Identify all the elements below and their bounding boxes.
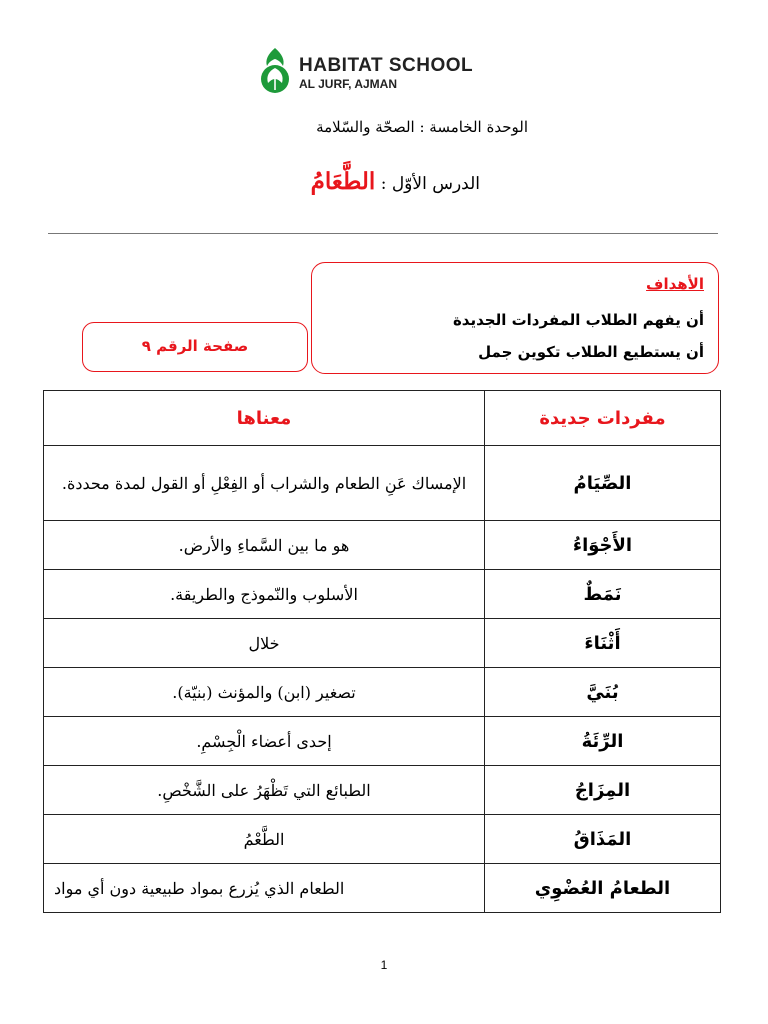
school-name: HABITAT SCHOOL (299, 55, 474, 76)
vocab-meaning: خلال (44, 619, 485, 668)
table-row (44, 521, 721, 570)
table-header-row (44, 391, 721, 446)
vocab-meaning: هو ما بين السَّماءِ والأرض. (44, 521, 485, 570)
vocab-meaning: الأسلوب والنّموذج والطريقة. (44, 570, 485, 619)
divider (48, 233, 718, 234)
vocab-word: بُنَيَّ (485, 668, 721, 717)
objectives-title: الأهداف (646, 275, 704, 293)
vocabulary-table (43, 390, 721, 913)
objective-item: أن يفهم الطلاب المفردات الجديدة (452, 311, 704, 329)
vocab-word: الرِّئَةُ (485, 717, 721, 766)
school-location: AL JURF, AJMAN (299, 77, 398, 91)
table-row (44, 668, 721, 717)
vocab-word: الطعامُ العُضْوِي (485, 864, 721, 913)
vocab-word: نَمَطٌ (485, 570, 721, 619)
unit-title: الوحدة الخامسة : الصحّة والسّلامة (316, 118, 528, 136)
vocab-word: أَثْنَاءَ (485, 619, 721, 668)
page-reference-box (82, 322, 308, 372)
header-meaning: معناها (44, 391, 485, 446)
table-row (44, 864, 721, 913)
vocab-word: المَذَاقُ (485, 815, 721, 864)
table-row (44, 815, 721, 864)
vocab-meaning: الإمساك عَنِ الطعام والشراب أو الفِعْلِ أو القول لمدة محددة. (44, 446, 485, 521)
vocab-word: الصِّيَامُ (485, 446, 721, 521)
objective-item: أن يستطيع الطلاب تكوين جمل (478, 343, 704, 361)
vocab-meaning: الطعام الذي يُزرع بمواد طبيعية دون أي مواد (44, 864, 485, 913)
objectives-box (311, 262, 719, 374)
table-row (44, 717, 721, 766)
lesson-name: الطَّعَامُ (310, 168, 376, 195)
school-logo (255, 46, 515, 96)
leaf-globe-icon (255, 46, 295, 96)
vocab-meaning: الطَّعْمُ (44, 815, 485, 864)
table-row (44, 619, 721, 668)
page-reference-text: صفحة الرقم ٩ (141, 337, 249, 355)
lesson-prefix: الدرس الأوّل : (380, 174, 480, 194)
vocab-word: المِزَاجُ (485, 766, 721, 815)
vocab-meaning: إحدى أعضاء الْجِسْمِ. (44, 717, 485, 766)
vocab-meaning: الطبائع التي تَظْهَرُ على الشَّخْصِ. (44, 766, 485, 815)
table-row (44, 570, 721, 619)
header-new-words: مفردات جديدة (485, 391, 721, 446)
table-row (44, 766, 721, 815)
table-row (44, 446, 721, 521)
vocab-meaning: تصغير (ابن) والمؤنث (بنيّة). (44, 668, 485, 717)
page-number: 1 (380, 958, 388, 972)
lesson-title (311, 168, 480, 195)
vocab-word: الأَجْوَاءُ (485, 521, 721, 570)
